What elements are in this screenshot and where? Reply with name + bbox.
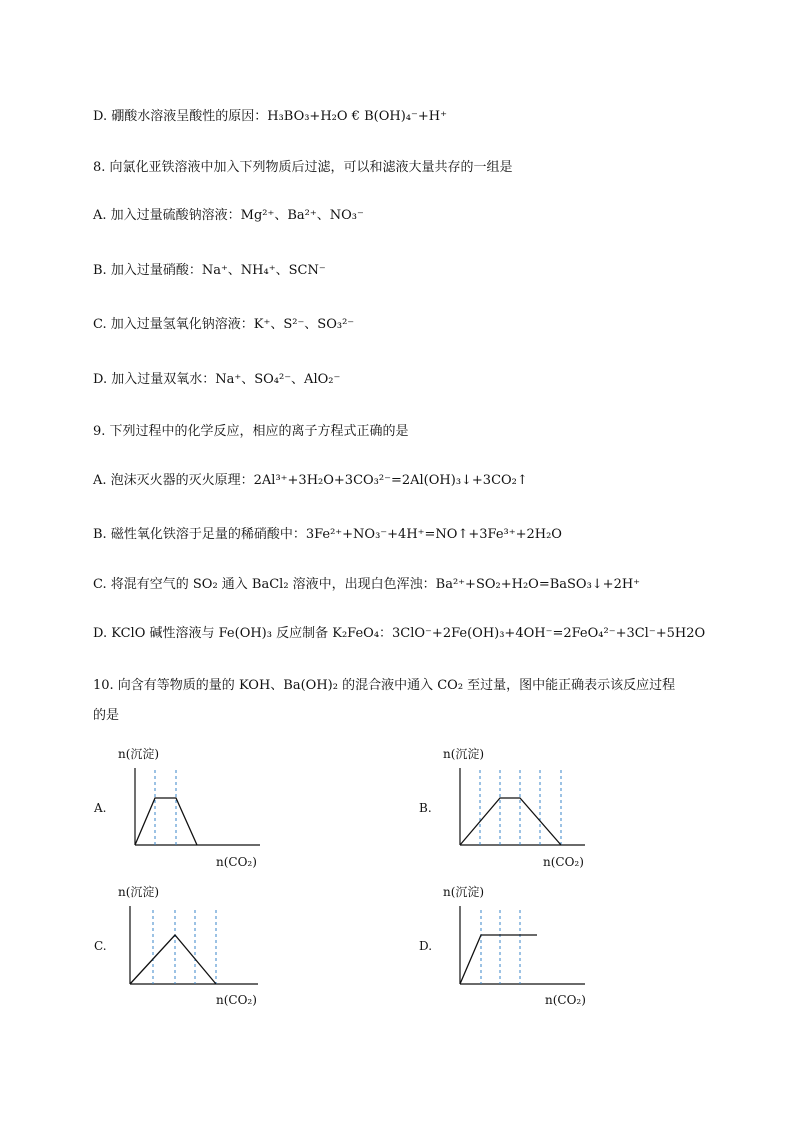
graph-a-ylabel: n(沉淀) [118, 747, 160, 761]
q8-option-a: A. 加入过量硫酸钠溶液：Mg²⁺、Ba²⁺、NO₃⁻ [93, 208, 364, 223]
q10-stem: 10. 向含有等物质的量的 KOH、Ba(OH)₂ 的混合液中通入 CO₂ 至过量，图中能正确表示该反应过程 [93, 678, 676, 693]
graph-c-xlabel: n(CO₂) [216, 993, 257, 1007]
graph-d-option-label: D. [419, 939, 433, 953]
q9-option-b: B. 磁性氧化铁溶于足量的稀硝酸中：3Fe²⁺+NO₃⁻+4H⁺=NO↑+3Fe³⁺+2H₂O [93, 527, 562, 542]
graph-b-xlabel: n(CO₂) [543, 855, 584, 869]
q10-stem-cont: 的是 [93, 708, 120, 723]
graph-d-ylabel: n(沉淀) [443, 885, 485, 899]
q8-stem: 8. 向氯化亚铁溶液中加入下列物质后过滤，可以和滤液大量共存的一组是 [93, 160, 513, 175]
q8-option-d: D. 加入过量双氧水：Na⁺、SO₄²⁻、AlO₂⁻ [93, 372, 341, 387]
q9-option-a: A. 泡沫灭火器的灭火原理：2Al³⁺+3H₂O+3CO₃²⁻=2Al(OH)₃↓+3CO₂↑ [93, 473, 528, 488]
graph-option-c [88, 880, 278, 1010]
graph-option-a [88, 742, 278, 872]
graph-d-xlabel: n(CO₂) [545, 993, 586, 1007]
q7-option-d: D. 硼酸水溶液呈酸性的原因：H₃BO₃+H₂O € B(OH)₄⁻+H⁺ [93, 109, 447, 124]
graph-c-curve [130, 935, 216, 984]
q9-option-c: C. 将混有空气的 SO₂ 通入 BaCl₂ 溶液中，出现白色浑浊：Ba²⁺+SO₂+H₂O=BaSO₃↓+2H⁺ [93, 577, 641, 592]
graph-option-d [413, 880, 603, 1010]
graph-c-option-label: C. [94, 939, 107, 953]
graph-b-option-label: B. [419, 801, 432, 815]
graph-b-ylabel: n(沉淀) [443, 747, 485, 761]
q8-option-b: B. 加入过量硝酸：Na⁺、NH₄⁺、SCN⁻ [93, 263, 326, 278]
graph-d-curve [460, 935, 537, 984]
q8-option-c: C. 加入过量氢氧化钠溶液：K⁺、S²⁻、SO₃²⁻ [93, 317, 355, 332]
q9-stem: 9. 下列过程中的化学反应，相应的离子方程式正确的是 [93, 424, 409, 439]
graph-b-curve [460, 798, 561, 845]
graph-a-xlabel: n(CO₂) [216, 855, 257, 869]
q9-option-d: D. KClO 碱性溶液与 Fe(OH)₃ 反应制备 K₂FeO₄：3ClO⁻+2Fe(OH)₃+4OH⁻=2FeO₄²⁻+3Cl⁻+5H2O [93, 626, 706, 641]
graph-c-ylabel: n(沉淀) [118, 885, 160, 899]
graph-a-option-label: A. [94, 801, 107, 815]
graph-option-b [413, 742, 603, 872]
graph-a-curve [135, 798, 197, 845]
